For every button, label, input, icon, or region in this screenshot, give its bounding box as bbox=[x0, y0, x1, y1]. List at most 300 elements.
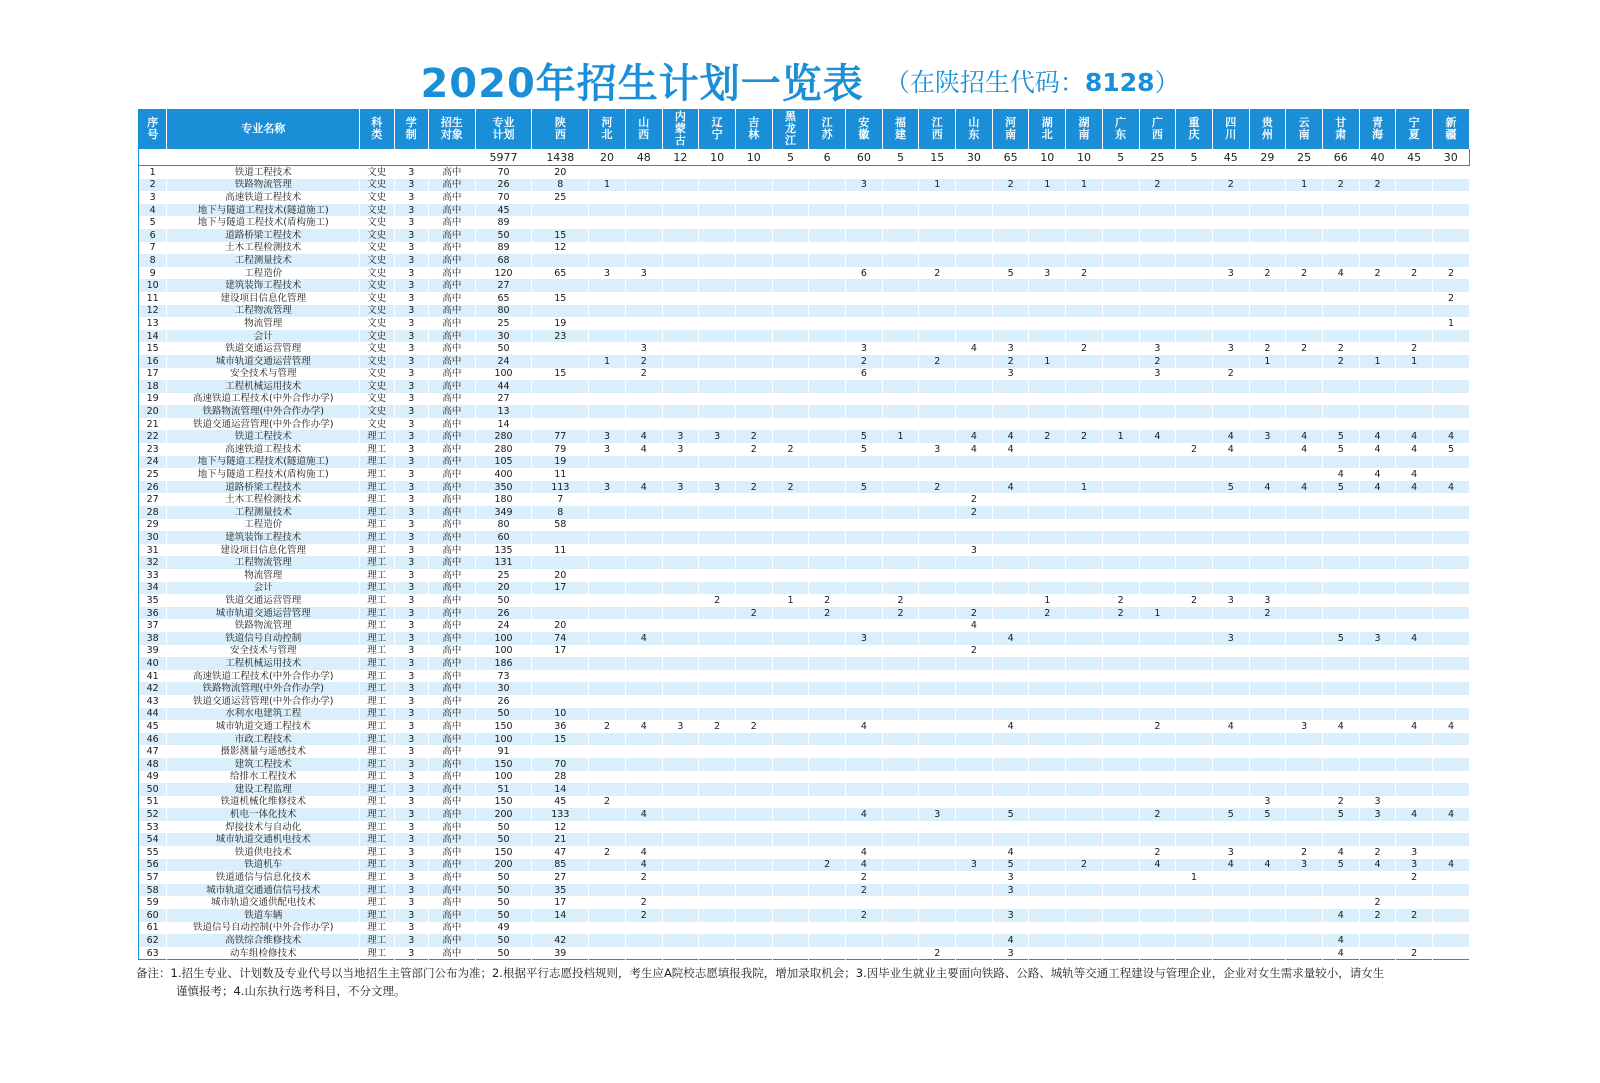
table-row bbox=[139, 393, 1470, 406]
province-quota bbox=[1176, 833, 1213, 846]
province-quota bbox=[1212, 821, 1249, 834]
province-quota bbox=[1139, 254, 1176, 267]
province-quota bbox=[846, 556, 883, 569]
header-target-label: 招生对象 bbox=[440, 116, 463, 141]
province-quota bbox=[1102, 393, 1139, 406]
province-quota bbox=[699, 330, 736, 343]
province-quota: 3 bbox=[699, 481, 736, 494]
province-quota bbox=[1102, 179, 1139, 192]
total-province: 10 bbox=[1066, 149, 1103, 166]
total-plan: 5977 bbox=[475, 149, 532, 166]
province-quota bbox=[1286, 544, 1323, 557]
province-quota bbox=[1396, 796, 1433, 809]
province-quota: 2 bbox=[699, 720, 736, 733]
province-quota bbox=[1396, 708, 1433, 721]
province-quota bbox=[589, 833, 626, 846]
table-row bbox=[139, 922, 1470, 935]
province-quota bbox=[1066, 229, 1103, 242]
major-name: 铁道机车 bbox=[167, 859, 360, 872]
province-quota bbox=[1433, 380, 1470, 393]
province-quota bbox=[532, 204, 589, 217]
province-quota bbox=[809, 216, 846, 229]
row-number: 41 bbox=[139, 670, 167, 683]
row-number: 52 bbox=[139, 808, 167, 821]
province-quota bbox=[589, 896, 626, 909]
province-quota bbox=[589, 758, 626, 771]
table-row bbox=[139, 519, 1470, 532]
province-quota bbox=[1212, 279, 1249, 292]
province-quota bbox=[589, 292, 626, 305]
province-quota: 4 bbox=[1433, 481, 1470, 494]
province-quota: 1 bbox=[1066, 179, 1103, 192]
province-quota: 4 bbox=[1322, 267, 1359, 280]
province-quota: 2 bbox=[1212, 179, 1249, 192]
province-quota: 4 bbox=[1249, 859, 1286, 872]
row-number: 15 bbox=[139, 342, 167, 355]
admission-target: 高中 bbox=[429, 506, 476, 519]
row-number: 51 bbox=[139, 796, 167, 809]
province-quota: 113 bbox=[532, 481, 589, 494]
province-quota bbox=[1139, 934, 1176, 947]
major-plan: 100 bbox=[475, 645, 532, 658]
province-quota bbox=[846, 922, 883, 935]
province-quota bbox=[625, 821, 662, 834]
province-quota bbox=[846, 531, 883, 544]
header-province bbox=[699, 109, 736, 149]
study-years: 3 bbox=[394, 670, 428, 683]
province-quota: 2 bbox=[1286, 267, 1323, 280]
province-quota bbox=[1139, 670, 1176, 683]
province-quota bbox=[1029, 368, 1066, 381]
study-years: 3 bbox=[394, 468, 428, 481]
province-quota bbox=[589, 607, 626, 620]
study-years: 3 bbox=[394, 771, 428, 784]
province-quota bbox=[772, 632, 809, 645]
province-quota bbox=[956, 216, 993, 229]
province-quota bbox=[1286, 305, 1323, 318]
province-quota bbox=[1322, 292, 1359, 305]
total-province: 65 bbox=[992, 149, 1029, 166]
province-quota bbox=[919, 305, 956, 318]
admission-target: 高中 bbox=[429, 317, 476, 330]
province-quota: 2 bbox=[992, 179, 1029, 192]
study-years: 3 bbox=[394, 594, 428, 607]
province-quota bbox=[625, 695, 662, 708]
province-quota bbox=[1176, 179, 1213, 192]
province-quota bbox=[1286, 670, 1323, 683]
province-quota: 2 bbox=[1029, 430, 1066, 443]
province-quota bbox=[919, 279, 956, 292]
total-province: 5 bbox=[882, 149, 919, 166]
province-quota bbox=[1066, 279, 1103, 292]
major-name: 铁路物流管理 bbox=[167, 619, 360, 632]
province-quota bbox=[589, 330, 626, 343]
province-quota: 3 bbox=[919, 808, 956, 821]
table-row bbox=[139, 645, 1470, 658]
table-row bbox=[139, 808, 1470, 821]
province-quota bbox=[1176, 708, 1213, 721]
province-quota bbox=[1212, 670, 1249, 683]
province-quota bbox=[589, 695, 626, 708]
province-quota bbox=[662, 418, 699, 431]
province-quota: 3 bbox=[589, 443, 626, 456]
admission-target: 高中 bbox=[429, 531, 476, 544]
province-quota bbox=[1359, 519, 1396, 532]
admission-target: 高中 bbox=[429, 405, 476, 418]
province-quota bbox=[625, 796, 662, 809]
province-quota bbox=[1396, 179, 1433, 192]
header-no bbox=[139, 109, 167, 149]
province-quota bbox=[1176, 922, 1213, 935]
province-quota bbox=[882, 569, 919, 582]
province-quota bbox=[1176, 544, 1213, 557]
admission-target: 高中 bbox=[429, 582, 476, 595]
province-quota bbox=[846, 821, 883, 834]
province-quota: 3 bbox=[1249, 796, 1286, 809]
study-years: 3 bbox=[394, 556, 428, 569]
province-quota bbox=[662, 594, 699, 607]
province-quota bbox=[1102, 519, 1139, 532]
province-quota bbox=[992, 645, 1029, 658]
admission-target: 高中 bbox=[429, 808, 476, 821]
study-years: 3 bbox=[394, 393, 428, 406]
province-quota bbox=[772, 821, 809, 834]
province-quota bbox=[625, 506, 662, 519]
province-quota bbox=[956, 292, 993, 305]
province-quota bbox=[772, 330, 809, 343]
province-quota bbox=[1286, 733, 1323, 746]
major-plan: 73 bbox=[475, 670, 532, 683]
table-row bbox=[139, 317, 1470, 330]
province-quota bbox=[1286, 368, 1323, 381]
province-quota bbox=[992, 305, 1029, 318]
province-quota bbox=[589, 191, 626, 204]
province-quota bbox=[1286, 682, 1323, 695]
study-years: 3 bbox=[394, 871, 428, 884]
province-quota bbox=[772, 682, 809, 695]
province-quota bbox=[589, 670, 626, 683]
province-quota: 4 bbox=[625, 808, 662, 821]
province-quota bbox=[1176, 569, 1213, 582]
province-quota bbox=[735, 833, 772, 846]
province-quota bbox=[1286, 242, 1323, 255]
province-quota: 2 bbox=[589, 796, 626, 809]
row-number: 7 bbox=[139, 242, 167, 255]
major-name: 铁道交通运营管理 bbox=[167, 342, 360, 355]
enrollment-code: 8128 bbox=[1084, 67, 1155, 97]
header-row bbox=[139, 109, 1470, 149]
province-quota bbox=[1212, 733, 1249, 746]
admission-target: 高中 bbox=[429, 254, 476, 267]
header-province bbox=[1102, 109, 1139, 149]
province-quota bbox=[772, 166, 809, 179]
province-quota bbox=[1433, 179, 1470, 192]
major-name: 铁道通信与信息化技术 bbox=[167, 871, 360, 884]
province-quota bbox=[992, 292, 1029, 305]
province-quota bbox=[735, 242, 772, 255]
province-quota: 4 bbox=[625, 481, 662, 494]
header-subject bbox=[360, 109, 394, 149]
subject-category: 理工 bbox=[360, 745, 394, 758]
province-quota bbox=[992, 745, 1029, 758]
province-quota bbox=[809, 670, 846, 683]
province-quota: 4 bbox=[625, 430, 662, 443]
major-name: 铁道交通运营管理(中外合作办学) bbox=[167, 695, 360, 708]
province-quota: 4 bbox=[1322, 947, 1359, 960]
province-quota bbox=[1139, 531, 1176, 544]
total-province: 5 bbox=[1176, 149, 1213, 166]
province-quota bbox=[1212, 292, 1249, 305]
row-number: 33 bbox=[139, 569, 167, 582]
header-province bbox=[772, 109, 809, 149]
province-quota: 2 bbox=[1102, 607, 1139, 620]
study-years: 3 bbox=[394, 229, 428, 242]
table-row bbox=[139, 783, 1470, 796]
province-quota bbox=[1102, 229, 1139, 242]
admission-target: 高中 bbox=[429, 947, 476, 960]
province-quota bbox=[699, 204, 736, 217]
province-quota: 1 bbox=[1359, 355, 1396, 368]
province-quota bbox=[625, 204, 662, 217]
major-plan: 70 bbox=[475, 191, 532, 204]
province-quota bbox=[1433, 846, 1470, 859]
province-quota bbox=[1212, 796, 1249, 809]
province-quota bbox=[1066, 808, 1103, 821]
row-number: 35 bbox=[139, 594, 167, 607]
header-province-label: 甘肃 bbox=[1335, 116, 1347, 141]
province-quota: 4 bbox=[1212, 859, 1249, 872]
province-quota bbox=[992, 607, 1029, 620]
province-quota bbox=[772, 493, 809, 506]
province-quota bbox=[1396, 254, 1433, 267]
table-row bbox=[139, 745, 1470, 758]
table-row bbox=[139, 670, 1470, 683]
row-number: 21 bbox=[139, 418, 167, 431]
province-quota bbox=[1359, 884, 1396, 897]
table-row bbox=[139, 934, 1470, 947]
province-quota bbox=[1359, 305, 1396, 318]
subject-category: 理工 bbox=[360, 783, 394, 796]
subject-category: 文史 bbox=[360, 355, 394, 368]
province-quota bbox=[532, 657, 589, 670]
province-quota bbox=[772, 191, 809, 204]
province-quota bbox=[1322, 670, 1359, 683]
province-quota bbox=[882, 582, 919, 595]
remarks-line-2: 谨慎报考；4.山东执行选考科目，不分文理。 bbox=[176, 984, 406, 998]
province-quota: 2 bbox=[1066, 430, 1103, 443]
table-row bbox=[139, 216, 1470, 229]
province-quota bbox=[1102, 846, 1139, 859]
province-quota bbox=[735, 896, 772, 909]
province-quota bbox=[1029, 720, 1066, 733]
province-quota bbox=[919, 695, 956, 708]
province-quota bbox=[919, 758, 956, 771]
totals-spacer bbox=[139, 149, 476, 166]
province-quota bbox=[772, 934, 809, 947]
province-quota: 20 bbox=[532, 166, 589, 179]
header-province-label: 宁夏 bbox=[1408, 116, 1420, 141]
province-quota bbox=[625, 229, 662, 242]
province-quota bbox=[1396, 670, 1433, 683]
province-quota bbox=[532, 279, 589, 292]
province-quota bbox=[956, 682, 993, 695]
province-quota bbox=[1066, 922, 1103, 935]
table-row bbox=[139, 947, 1470, 960]
province-quota bbox=[699, 947, 736, 960]
province-quota bbox=[846, 418, 883, 431]
province-quota bbox=[1029, 632, 1066, 645]
province-quota bbox=[1212, 896, 1249, 909]
province-quota bbox=[1066, 418, 1103, 431]
province-quota bbox=[992, 254, 1029, 267]
row-number: 22 bbox=[139, 430, 167, 443]
major-name: 铁道信号自动控制 bbox=[167, 632, 360, 645]
header-province-label: 江西 bbox=[931, 116, 943, 141]
province-quota bbox=[882, 393, 919, 406]
province-quota bbox=[1176, 531, 1213, 544]
province-quota bbox=[625, 330, 662, 343]
province-quota: 3 bbox=[846, 342, 883, 355]
major-plan: 50 bbox=[475, 833, 532, 846]
province-quota: 3 bbox=[992, 871, 1029, 884]
province-quota bbox=[1433, 342, 1470, 355]
header-province bbox=[992, 109, 1029, 149]
remarks bbox=[136, 964, 1476, 1000]
table-row bbox=[139, 657, 1470, 670]
province-quota: 5 bbox=[1322, 859, 1359, 872]
major-plan: 30 bbox=[475, 682, 532, 695]
province-quota bbox=[1029, 771, 1066, 784]
province-quota bbox=[699, 368, 736, 381]
province-quota bbox=[625, 531, 662, 544]
province-quota bbox=[772, 368, 809, 381]
province-quota bbox=[699, 733, 736, 746]
province-quota bbox=[735, 783, 772, 796]
province-quota bbox=[809, 695, 846, 708]
province-quota bbox=[1102, 254, 1139, 267]
province-quota: 4 bbox=[1359, 430, 1396, 443]
major-plan: 25 bbox=[475, 317, 532, 330]
province-quota bbox=[992, 279, 1029, 292]
province-quota bbox=[589, 342, 626, 355]
title-subtitle bbox=[885, 68, 1180, 97]
province-quota bbox=[1139, 745, 1176, 758]
major-plan: 44 bbox=[475, 380, 532, 393]
province-quota bbox=[1139, 695, 1176, 708]
row-number: 38 bbox=[139, 632, 167, 645]
province-quota bbox=[992, 468, 1029, 481]
province-quota bbox=[956, 380, 993, 393]
province-quota bbox=[882, 833, 919, 846]
province-quota bbox=[772, 355, 809, 368]
province-quota bbox=[992, 556, 1029, 569]
province-quota bbox=[956, 896, 993, 909]
province-quota bbox=[1102, 645, 1139, 658]
province-quota bbox=[589, 947, 626, 960]
province-quota bbox=[699, 796, 736, 809]
province-quota bbox=[1102, 166, 1139, 179]
province-quota bbox=[1029, 645, 1066, 658]
province-quota bbox=[735, 695, 772, 708]
province-quota bbox=[1359, 216, 1396, 229]
province-quota: 3 bbox=[956, 544, 993, 557]
province-quota bbox=[1066, 947, 1103, 960]
province-quota: 1 bbox=[1029, 179, 1066, 192]
admission-target: 高中 bbox=[429, 330, 476, 343]
province-quota: 5 bbox=[1322, 808, 1359, 821]
province-quota bbox=[1359, 569, 1396, 582]
province-quota bbox=[1212, 330, 1249, 343]
province-quota bbox=[1286, 292, 1323, 305]
province-quota bbox=[919, 204, 956, 217]
province-quota bbox=[1286, 380, 1323, 393]
total-province: 5 bbox=[1102, 149, 1139, 166]
province-quota bbox=[1249, 909, 1286, 922]
province-quota bbox=[772, 317, 809, 330]
province-quota: 3 bbox=[662, 430, 699, 443]
subject-category: 理工 bbox=[360, 758, 394, 771]
subject-category: 文史 bbox=[360, 380, 394, 393]
province-quota bbox=[1212, 783, 1249, 796]
province-quota bbox=[809, 846, 846, 859]
province-quota bbox=[1139, 796, 1176, 809]
province-quota bbox=[1322, 393, 1359, 406]
major-name: 高速铁道工程技术(中外合作办学) bbox=[167, 393, 360, 406]
province-quota bbox=[846, 934, 883, 947]
province-quota bbox=[532, 607, 589, 620]
province-quota bbox=[1029, 708, 1066, 721]
province-quota bbox=[882, 531, 919, 544]
major-name: 高速铁道工程技术(中外合作办学) bbox=[167, 670, 360, 683]
province-quota bbox=[772, 456, 809, 469]
major-name: 铁道工程技术 bbox=[167, 430, 360, 443]
province-quota bbox=[1176, 934, 1213, 947]
province-quota bbox=[1286, 619, 1323, 632]
province-quota bbox=[846, 796, 883, 809]
province-quota bbox=[1066, 745, 1103, 758]
province-quota bbox=[1359, 871, 1396, 884]
province-quota bbox=[699, 317, 736, 330]
province-quota bbox=[956, 720, 993, 733]
header-province-label: 江苏 bbox=[821, 116, 833, 141]
province-quota bbox=[1433, 594, 1470, 607]
province-quota: 2 bbox=[882, 607, 919, 620]
province-quota bbox=[699, 569, 736, 582]
province-quota bbox=[956, 871, 993, 884]
province-quota bbox=[699, 443, 736, 456]
province-quota bbox=[662, 216, 699, 229]
province-quota bbox=[699, 418, 736, 431]
province-quota: 5 bbox=[1433, 443, 1470, 456]
province-quota bbox=[662, 846, 699, 859]
province-quota bbox=[1286, 556, 1323, 569]
province-quota bbox=[882, 405, 919, 418]
province-quota bbox=[1029, 682, 1066, 695]
province-quota: 1 bbox=[882, 430, 919, 443]
province-quota bbox=[846, 833, 883, 846]
province-quota bbox=[1139, 771, 1176, 784]
province-quota bbox=[809, 733, 846, 746]
major-plan: 30 bbox=[475, 330, 532, 343]
province-quota: 1 bbox=[589, 179, 626, 192]
province-quota bbox=[699, 468, 736, 481]
province-quota bbox=[735, 166, 772, 179]
province-quota bbox=[1359, 582, 1396, 595]
major-name: 铁道机械化维修技术 bbox=[167, 796, 360, 809]
province-quota: 2 bbox=[1249, 342, 1286, 355]
province-quota bbox=[992, 506, 1029, 519]
subject-category: 文史 bbox=[360, 267, 394, 280]
